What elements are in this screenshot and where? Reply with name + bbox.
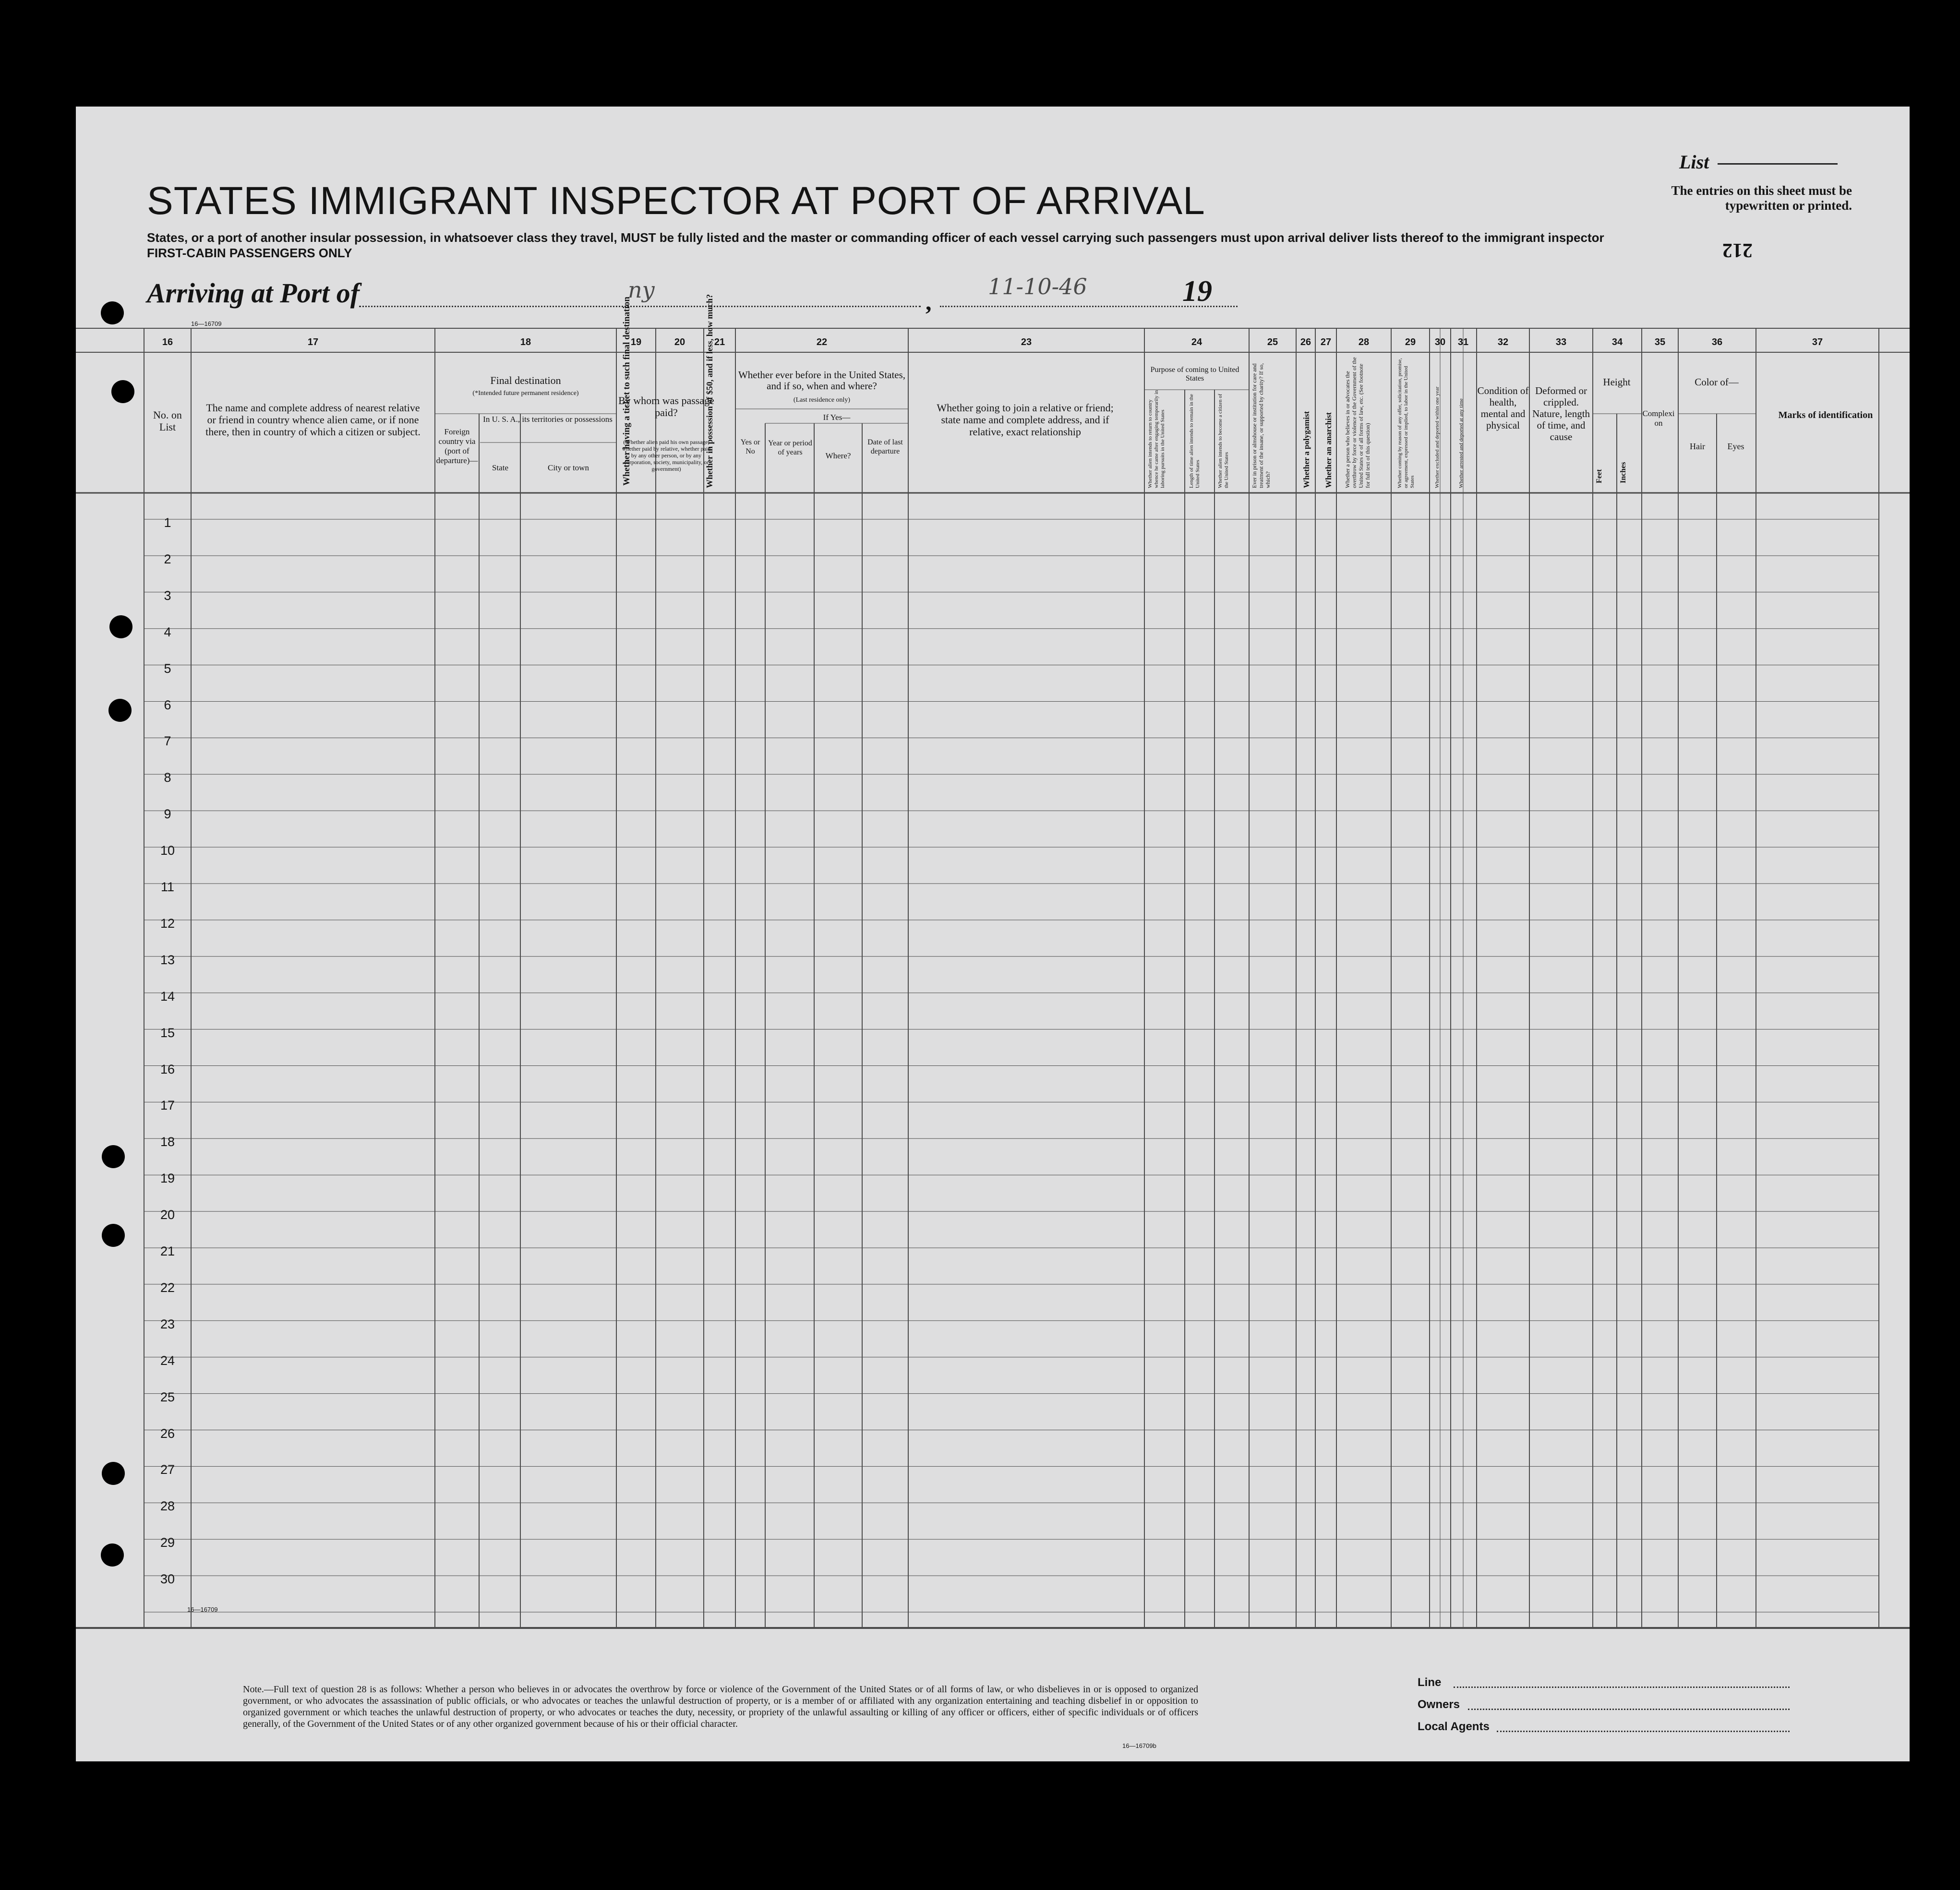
row-number: 25 xyxy=(160,1389,175,1404)
col30-header: Whether excluded and deported within one year xyxy=(1434,386,1440,488)
col21-header: Whether in possession of $50, and if less, how much? xyxy=(705,294,714,488)
column-number: 26 xyxy=(1300,337,1311,347)
first-cabin-label: FIRST-CABIN PASSENGERS ONLY xyxy=(147,246,352,260)
entries-note: The entries on this sheet must be typewritten or printed. xyxy=(1671,183,1852,213)
col33-header: Deformed or crippled. Nature, length of time, and cause xyxy=(1532,385,1590,443)
col34-inches: Inches xyxy=(1619,462,1627,483)
col22-ifyes: If Yes— xyxy=(823,413,851,422)
col18-subtitle: (*Intended future permanent residence) xyxy=(472,390,579,397)
row-number: 30 xyxy=(160,1572,175,1587)
port-handwritten: ny xyxy=(628,277,655,303)
column-number: 33 xyxy=(1555,337,1567,347)
col19-header: Whether having a ticket to such final destination xyxy=(622,297,632,486)
row-number: 28 xyxy=(160,1499,175,1514)
column-number: 31 xyxy=(1457,337,1469,347)
row-number: 27 xyxy=(160,1462,175,1477)
col18-city: City or town xyxy=(548,463,589,472)
list-label: List xyxy=(1679,151,1709,173)
local-agents-label: Local Agents xyxy=(1418,1720,1490,1733)
col26-header: Whether a polygamist xyxy=(1302,411,1311,488)
comma-separator: , xyxy=(926,288,932,315)
row-number: 4 xyxy=(164,624,171,639)
row-number: 19 xyxy=(160,1171,175,1186)
row-number: 3 xyxy=(164,588,171,603)
column-number: 29 xyxy=(1405,337,1416,347)
row-number: 6 xyxy=(164,697,171,712)
owners-field xyxy=(1468,1709,1790,1710)
col20-title: By whom was passage paid? xyxy=(618,395,714,419)
line-field xyxy=(1454,1687,1790,1688)
col37-header: Marks of identification xyxy=(1778,410,1873,420)
row-number: 11 xyxy=(160,880,175,894)
row-number: 1 xyxy=(164,515,171,530)
col36-eyes: Eyes xyxy=(1727,442,1744,451)
form-code-top: 16—16709 xyxy=(191,320,222,327)
col32-header: Condition of health, mental and physical xyxy=(1477,385,1529,431)
form-code-bottom: 16—16709 xyxy=(187,1606,218,1613)
col22-year: Year or period of years xyxy=(768,439,812,456)
col22-date: Date of last departure xyxy=(867,438,903,455)
punch-hole xyxy=(109,615,132,638)
col18-title: Final destination xyxy=(490,374,561,386)
col28-header: Whether a person who believes in or advocates the overthrow by force or violence of the Government of the United States or of all forms of law, etc. (See footnote for full text of this question) xyxy=(1344,357,1371,488)
col29-header: Whether coming by reason of any offer, solicitation, promise, or agreement, expressed or implied, to labor in the United States xyxy=(1397,358,1415,488)
row-number: 7 xyxy=(164,734,171,749)
column-number: 37 xyxy=(1812,337,1823,347)
col22-yes-or-no: Yes or No xyxy=(740,438,760,455)
col34-feet: Feet xyxy=(1595,469,1603,483)
col24-citizen: Whether alien intends to become a citizen of the United States xyxy=(1217,394,1229,488)
form-code-footer: 16—16709b xyxy=(1122,1742,1156,1749)
punch-hole xyxy=(102,1224,125,1247)
row-number: 17 xyxy=(160,1098,175,1113)
arriving-label: Arriving at Port of xyxy=(147,277,360,309)
col36-title: Color of— xyxy=(1695,376,1739,388)
owners-label: Owners xyxy=(1418,1698,1460,1711)
column-number: 24 xyxy=(1191,337,1202,347)
col35-header: Complexion xyxy=(1642,409,1675,428)
col34-title: Height xyxy=(1603,376,1631,388)
page-title: STATES IMMIGRANT INSPECTOR AT PORT OF ARRIVAL xyxy=(147,179,1205,223)
column-number: 34 xyxy=(1611,337,1623,347)
row-number: 10 xyxy=(160,843,175,858)
punch-hole xyxy=(101,1543,124,1567)
sheet-stamp-number: 212 xyxy=(1722,239,1753,261)
column-number: 20 xyxy=(674,337,685,347)
col16-header: No. on List xyxy=(153,409,182,433)
row-number: 8 xyxy=(164,770,171,785)
column-number: 16 xyxy=(162,337,173,347)
row-number: 2 xyxy=(164,551,171,566)
column-number: 22 xyxy=(816,337,828,347)
col36-hair: Hair xyxy=(1690,442,1705,451)
column-number: 27 xyxy=(1320,337,1332,347)
row-number: 14 xyxy=(160,989,175,1004)
punch-hole xyxy=(108,699,132,722)
row-number: 23 xyxy=(160,1316,175,1331)
col22-where: Where? xyxy=(825,451,851,460)
footnote-question-28: Note.—Full text of question 28 is as follows: Whether a person who believes in or advocates the overthrow by force or violence of the Government of the United States or of all forms of law, or who disbelieves in or is opposed to organized government, or who advocates the assassination of public officials, or who advocates or teaches the unlawful destruction of property, or is a member of or affiliated with any organization entertaining and teaching disbelief in or opposition to organized government or which teaches the unlawful destruction of property, or who advocates or teaches the duty, necessity, or propriety of the unlawful assaulting or killing of any officer or officers, either of specific individuals or of officers generally, of the Government of the United States or of any other organized government because of his or their official character. xyxy=(243,1684,1198,1729)
row-number: 29 xyxy=(160,1535,175,1550)
punch-hole xyxy=(102,1145,125,1168)
punch-hole xyxy=(102,1462,125,1485)
row-number: 9 xyxy=(164,807,171,822)
row-number: 22 xyxy=(160,1280,175,1295)
line-label: Line xyxy=(1418,1676,1442,1689)
row-number: 21 xyxy=(160,1244,175,1258)
column-number: 23 xyxy=(1021,337,1032,347)
manifest-sheet xyxy=(76,107,1910,1761)
column-number: 35 xyxy=(1654,337,1666,347)
manifest-grid xyxy=(76,107,1910,1761)
local-agents-field xyxy=(1497,1731,1790,1732)
row-number: 18 xyxy=(160,1135,175,1149)
row-number: 15 xyxy=(160,1025,175,1040)
column-number: 18 xyxy=(520,337,531,347)
column-number: 30 xyxy=(1434,337,1446,347)
col31-header: Whether arrested and deported at any time xyxy=(1458,398,1464,488)
column-number: 32 xyxy=(1497,337,1509,347)
row-number: 24 xyxy=(160,1353,175,1368)
col24-length: Length of time alien intends to remain in the United States xyxy=(1189,394,1201,488)
punch-hole xyxy=(111,380,134,403)
punch-hole xyxy=(101,301,124,324)
col18-foreign: Foreign country via (port of departure)— xyxy=(436,427,478,465)
col18-state: State xyxy=(492,463,508,472)
col17-header: The name and complete address of nearest relative or friend in country whence alien came, or if none there, then in country of which a citizen or subject. xyxy=(205,402,421,438)
row-number: 12 xyxy=(160,916,175,931)
year-prefix: 19 xyxy=(1182,275,1212,308)
col25-header: Ever in prison or almshouse or institution for care and treatment of the insane, or supported by charity? If so, which? xyxy=(1251,363,1271,488)
row-number: 5 xyxy=(164,661,171,676)
column-number: 19 xyxy=(630,337,642,347)
col24-title: Purpose of coming to United States xyxy=(1150,366,1239,383)
col22-title: Whether ever before in the United States, and if so, when and where? xyxy=(738,369,906,392)
column-number: 21 xyxy=(714,337,725,347)
col20-subtitle: (Whether alien paid his own passage, whether paid by relative, whether paid by any other person, or by any corporation, society, municipality, or government) xyxy=(622,439,711,472)
row-number: 26 xyxy=(160,1426,175,1441)
col24-return: Whether alien intends to return to country whence he came after engaging temporarily in laboring pursuits in the United States xyxy=(1147,390,1166,488)
row-number: 20 xyxy=(160,1208,175,1222)
col18-usa: In U. S. A., its territories or possessions xyxy=(483,415,613,424)
row-number: 16 xyxy=(160,1062,175,1077)
column-number: 25 xyxy=(1267,337,1278,347)
column-number: 28 xyxy=(1358,337,1370,347)
column-number: 17 xyxy=(307,337,319,347)
date-handwritten: 11-10-46 xyxy=(988,274,1087,299)
col22-subtitle: (Last residence only) xyxy=(793,396,851,404)
row-number: 13 xyxy=(160,952,175,967)
col23-header: Whether going to join a relative or friend; state name and complete address, and if relative, exact relationship xyxy=(937,402,1114,438)
intro-text: States, or a port of another insular possession, in whatsoever class they travel, MUST be fully listed and the master or commanding officer of each vessel carrying such passengers must upon arrival deliver lists thereof to the immigrant inspector xyxy=(147,230,1604,245)
col27-header: Whether an anarchist xyxy=(1324,412,1333,488)
column-number: 36 xyxy=(1711,337,1723,347)
